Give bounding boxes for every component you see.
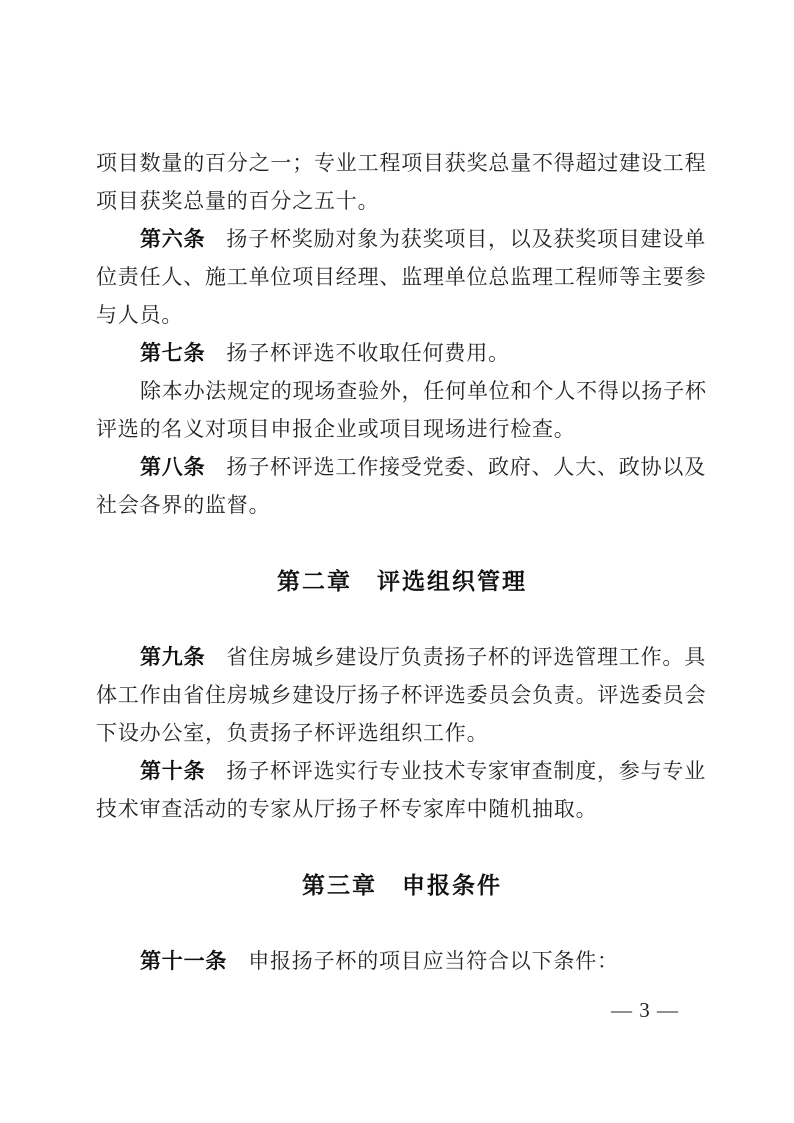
- document-line: [96, 182, 708, 220]
- line-text: 申报扬子杯的项目应当符合以下条件：: [248, 949, 619, 973]
- document-line: [96, 410, 708, 448]
- document-line: [96, 942, 708, 980]
- article-number: 第九条: [140, 646, 206, 669]
- chapter-heading: 第二章 评选组织管理: [277, 568, 527, 594]
- document-line: [96, 790, 708, 828]
- article-number: 第十一条: [140, 950, 228, 973]
- document-line: [96, 220, 708, 258]
- line-text: 扬子杯奖励对象为获奖项目，以及获奖项目建设单: [226, 227, 707, 251]
- page-number: — 3 —: [611, 998, 679, 1022]
- blank-line: [96, 600, 708, 638]
- line-text: 扬子杯评选不收取任何费用。: [226, 341, 510, 365]
- document-line: [96, 676, 708, 714]
- blank-line: [96, 828, 708, 866]
- document-line: [96, 334, 708, 372]
- line-text: 扬子杯评选实行专业技术专家审查制度，参与专业: [226, 759, 707, 783]
- document-line: [96, 486, 708, 524]
- line-text: 与人员。: [96, 303, 184, 327]
- line-text: 评选的名义对项目申报企业或项目现场进行检查。: [96, 417, 576, 441]
- document-line: [96, 448, 708, 486]
- article-number: 第六条: [140, 228, 206, 251]
- line-text: 项目获奖总量的百分之五十。: [96, 189, 380, 213]
- document-body: [96, 144, 708, 980]
- document-line: [96, 714, 708, 752]
- article-number: 第七条: [140, 342, 206, 365]
- line-text: 扬子杯评选工作接受党委、政府、人大、政协以及: [226, 455, 707, 479]
- document-line: [96, 296, 708, 334]
- chapter-heading: 第三章 申报条件: [302, 872, 502, 898]
- line-text: 省住房城乡建设厅负责扬子杯的评选管理工作。具: [226, 645, 707, 669]
- blank-line: [96, 524, 708, 562]
- line-text: 下设办公室，负责扬子杯评选组织工作。: [96, 721, 489, 745]
- article-number: 第十条: [140, 760, 206, 783]
- line-text: 项目数量的百分之一；专业工程项目获奖总量不得超过建设工程: [96, 151, 707, 175]
- article-number: 第八条: [140, 456, 206, 479]
- document-line: [96, 372, 708, 410]
- line-text: 技术审查活动的专家从厅扬子杯专家库中随机抽取。: [96, 797, 598, 821]
- document-line: [96, 638, 708, 676]
- line-text: 体工作由省住房城乡建设厅扬子杯评选委员会负责。评选委员会: [96, 683, 707, 707]
- line-text: 除本办法规定的现场查验外，任何单位和个人不得以扬子杯: [140, 379, 707, 403]
- document-line: [96, 144, 708, 182]
- line-text: 社会各界的监督。: [96, 493, 271, 517]
- blank-line: [96, 904, 708, 942]
- line-text: 位责任人、施工单位项目经理、监理单位总监理工程师等主要参: [96, 265, 707, 289]
- document-line: [96, 258, 708, 296]
- document-line: [96, 752, 708, 790]
